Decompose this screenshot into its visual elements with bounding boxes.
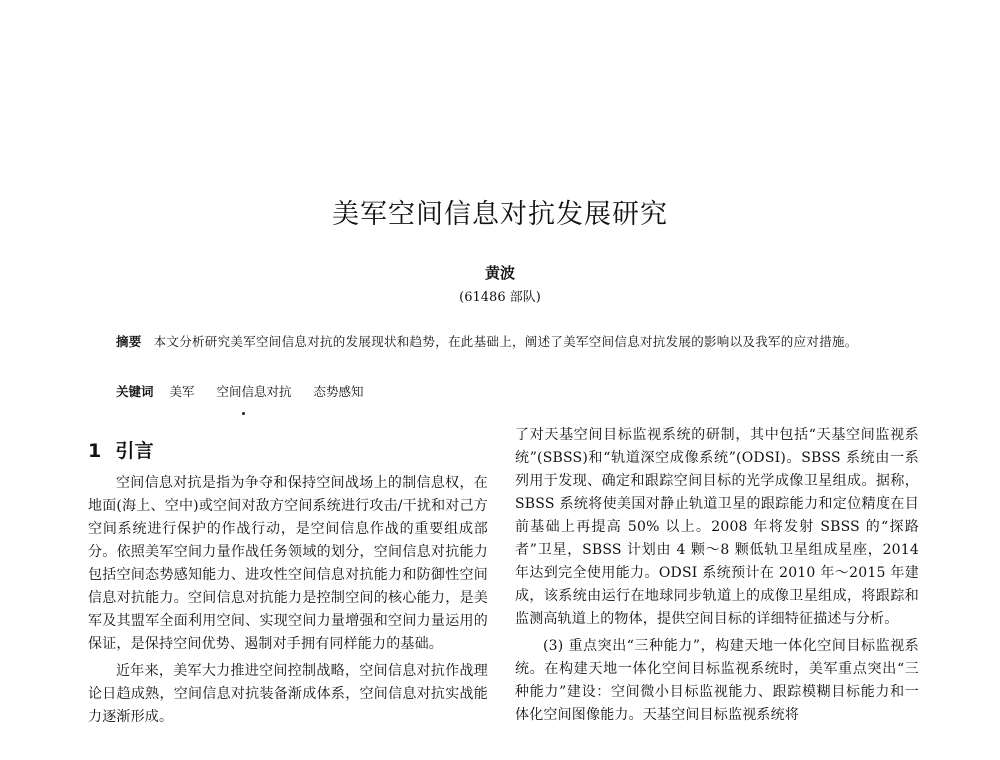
keywords-label: 关键词 bbox=[116, 384, 154, 399]
abstract bbox=[88, 330, 926, 353]
keywords bbox=[116, 380, 382, 403]
author-name: 黄波 bbox=[484, 264, 515, 282]
keyword: 美军 bbox=[169, 384, 195, 399]
stray-mark bbox=[242, 412, 245, 415]
abstract-text: 本文分析研究美军空间信息对抗的发展现状和趋势，在此基础上，阐述了美军空间信息对抗发展的影响以及我军的应对措施。 bbox=[153, 334, 858, 349]
abstract-label: 摘要 bbox=[116, 334, 142, 349]
keyword: 态势感知 bbox=[313, 384, 364, 399]
author-affiliation: (61486 部队) bbox=[459, 290, 541, 305]
left-column bbox=[88, 438, 488, 729]
right-column bbox=[515, 424, 919, 727]
section-heading bbox=[88, 438, 488, 464]
paragraph: 空间信息对抗是指为争夺和保持空间战场上的制信息权，在地面(海上、空中)或空间对敌方空间系统进行攻击/干扰和对己方空间系统进行保护的作战行动，是空间信息作战的重要组成部分。依照美军空间力量作战任务领域的划分，空间信息对抗能力包括空间态势感知能力、进攻性空间信息对抗能力和防御性空间信息对抗能力。空间信息对抗能力是控制空间的核心能力，是美军及其盟军全面利用空间、实现空间力量增强和空间力量运用的保证，是保持空间优势、遏制对手拥有同样能力的基础。 bbox=[88, 475, 488, 652]
paragraph: 了对天基空间目标监视系统的研制，其中包括“天基空间监视系统”(SBSS)和“轨道深空成像系统”(ODSI)。SBSS 系统由一系列用于发现、确定和跟踪空间目标的光学成像卫星组成。据称，SBSS 系统将使美国对静止轨道卫星的跟踪能力和定位精度在目前基础上再提高 50% 以上。2008 年将发射 SBSS 的“探路者”卫星，SBSS 计划由 4 颗～8 颗低轨卫星组成星座，2014 年达到完全使用能力。ODSI 系统预计在 2010 年～2015 年建成，该系统由运行在地球同步轨道上的成像卫星组成，将跟踪和监测高轨道上的物体，提供空间目标的详细特征描述与分析。 bbox=[515, 427, 919, 627]
keyword: 空间信息对抗 bbox=[216, 384, 292, 399]
paper-title: 美军空间信息对抗发展研究 bbox=[332, 199, 668, 230]
paragraph: 近年来，美军大力推进空间控制战略，空间信息对抗作战理论日趋成熟，空间信息对抗装备渐成体系，空间信息对抗实战能力逐渐形成。 bbox=[88, 663, 488, 725]
paragraph: (3) 重点突出“三种能力”，构建天地一体化空间目标监视系统。在构建天地一体化空间目标监视系统时，美军重点突出“三种能力”建设：空间微小目标监视能力、跟踪模糊目标能力和一体化空间图像能力。天基空间目标监视系统将 bbox=[515, 638, 919, 723]
section-title: 引言 bbox=[115, 440, 154, 462]
section-number: 1 bbox=[88, 440, 102, 462]
